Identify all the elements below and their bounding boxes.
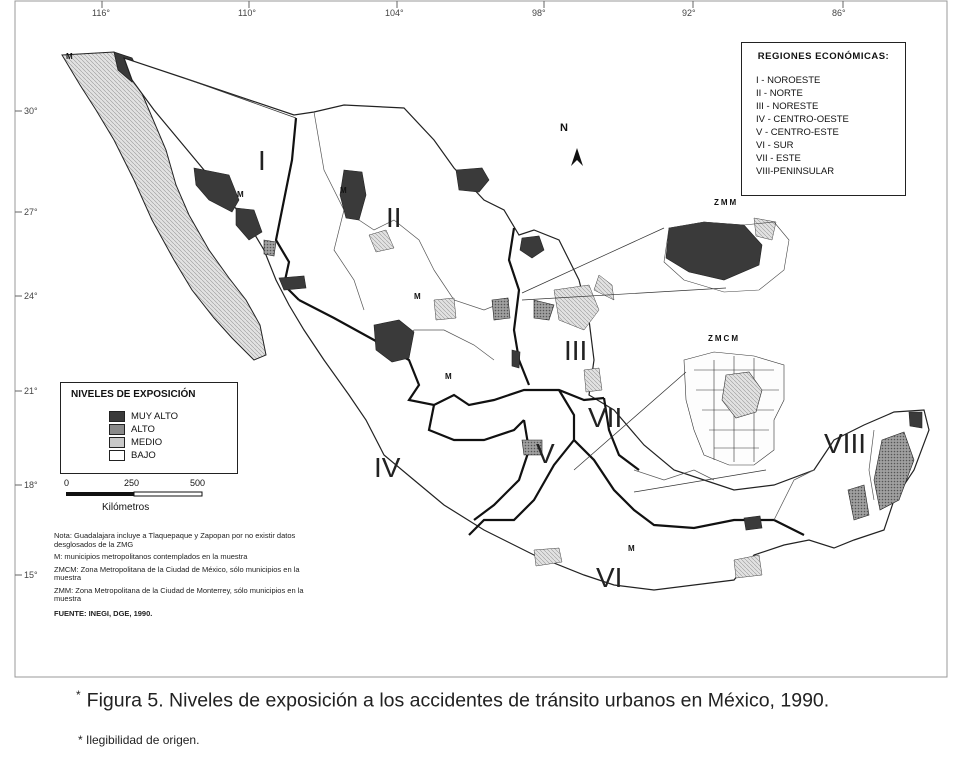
zmm-label: ZMM: [714, 198, 739, 207]
legend-swatch: [109, 450, 125, 461]
lat-label: 30°: [24, 106, 38, 116]
region-item: VI - SUR: [756, 140, 794, 151]
north-label: N: [560, 122, 568, 134]
regions-legend: [741, 42, 906, 196]
lat-label: 18°: [24, 480, 38, 490]
region-item: I - NOROESTE: [756, 75, 821, 86]
lon-label: 98°: [532, 8, 546, 18]
metro-marker: M: [628, 544, 637, 553]
north-arrow-icon: [571, 148, 583, 166]
region-item: VII - ESTE: [756, 153, 801, 164]
region-label-vi: VI: [596, 562, 623, 593]
lat-label: 15°: [24, 570, 38, 580]
legend-swatch: [109, 411, 125, 422]
lat-label: 21°: [24, 386, 38, 396]
region-label-i: I: [258, 145, 266, 176]
region-label-vii: VII: [588, 402, 623, 433]
legend-label: BAJO: [131, 450, 156, 461]
metro-marker: M: [66, 52, 75, 61]
region-label-ii: II: [386, 202, 402, 233]
regions-title: REGIONES ECONÓMICAS:: [757, 51, 890, 62]
legend-swatch: [109, 437, 125, 448]
footnote: * Ilegibilidad de origen.: [78, 733, 200, 747]
lon-label: 86°: [832, 8, 846, 18]
lon-label: 92°: [682, 8, 696, 18]
region-label-iv: IV: [374, 452, 401, 483]
region-item: II - NORTE: [756, 88, 803, 99]
legend-swatch: [109, 424, 125, 435]
scale-unit: Kilómetros: [102, 502, 150, 513]
scale-bar: [62, 478, 212, 514]
region-item: VIII-PENINSULAR: [756, 166, 835, 177]
note: ZMCM: Zona Metropolitana de la Ciudad de México, sólo municipios en la muestra: [54, 564, 300, 582]
note: Nota: Guadalajara incluye a Tlaquepaque y Zapopan por no existir datos desglosados de la ZMG: [54, 531, 296, 549]
legend-title: NIVELES DE EXPOSICIÓN: [71, 389, 196, 400]
legend-row-bajo: [109, 450, 156, 461]
map-notes: [54, 532, 324, 622]
legend-row-alto: [109, 424, 155, 435]
region-label-viii: VIII: [824, 428, 867, 459]
scale-tick-label: 0: [64, 478, 70, 488]
legend-row-medio: [109, 437, 162, 448]
note: ZMM: Zona Metropolitana de la Ciudad de Monterrey, sólo municipios en la muestra: [54, 585, 304, 603]
region-label-v: V: [536, 438, 555, 469]
metro-marker: M: [445, 372, 454, 381]
lon-label: 104°: [385, 8, 404, 18]
lon-label: 116°: [92, 8, 110, 18]
scale-tick-label: 250: [124, 478, 140, 488]
legend-label: MUY ALTO: [131, 411, 178, 422]
exposure-legend: [60, 382, 238, 474]
metro-marker: M: [237, 190, 246, 199]
lat-label: 27°: [24, 207, 38, 217]
zmcm-label: ZMCM: [708, 334, 740, 343]
caption-asterisk: *: [76, 688, 81, 702]
region-item: IV - CENTRO-OESTE: [756, 114, 849, 125]
legend-row-muy-alto: [109, 411, 178, 422]
figure-caption: [76, 688, 956, 713]
lon-label: 110°: [238, 8, 256, 18]
lat-label: 24°: [24, 291, 38, 301]
caption-text: Figura 5. Niveles de exposición a los accidentes de tránsito urbanos en México, 1990.: [86, 689, 830, 712]
metro-marker: M: [414, 292, 423, 301]
region-label-iii: III: [564, 335, 588, 366]
legend-label: ALTO: [131, 424, 155, 435]
scale-bar-graphic: [62, 490, 212, 500]
scale-tick-label: 500: [190, 478, 206, 488]
metro-marker: M: [340, 186, 349, 195]
region-item: III - NORESTE: [756, 101, 819, 112]
source-note: FUENTE: INEGI, DGE, 1990.: [54, 608, 153, 618]
legend-label: MEDIO: [131, 437, 163, 448]
note: M: municipios metropolitanos contemplados en la muestra: [54, 552, 248, 561]
region-item: V - CENTRO-ESTE: [756, 127, 839, 138]
regions-list: [756, 74, 905, 178]
zmcm-inset: [684, 352, 784, 465]
